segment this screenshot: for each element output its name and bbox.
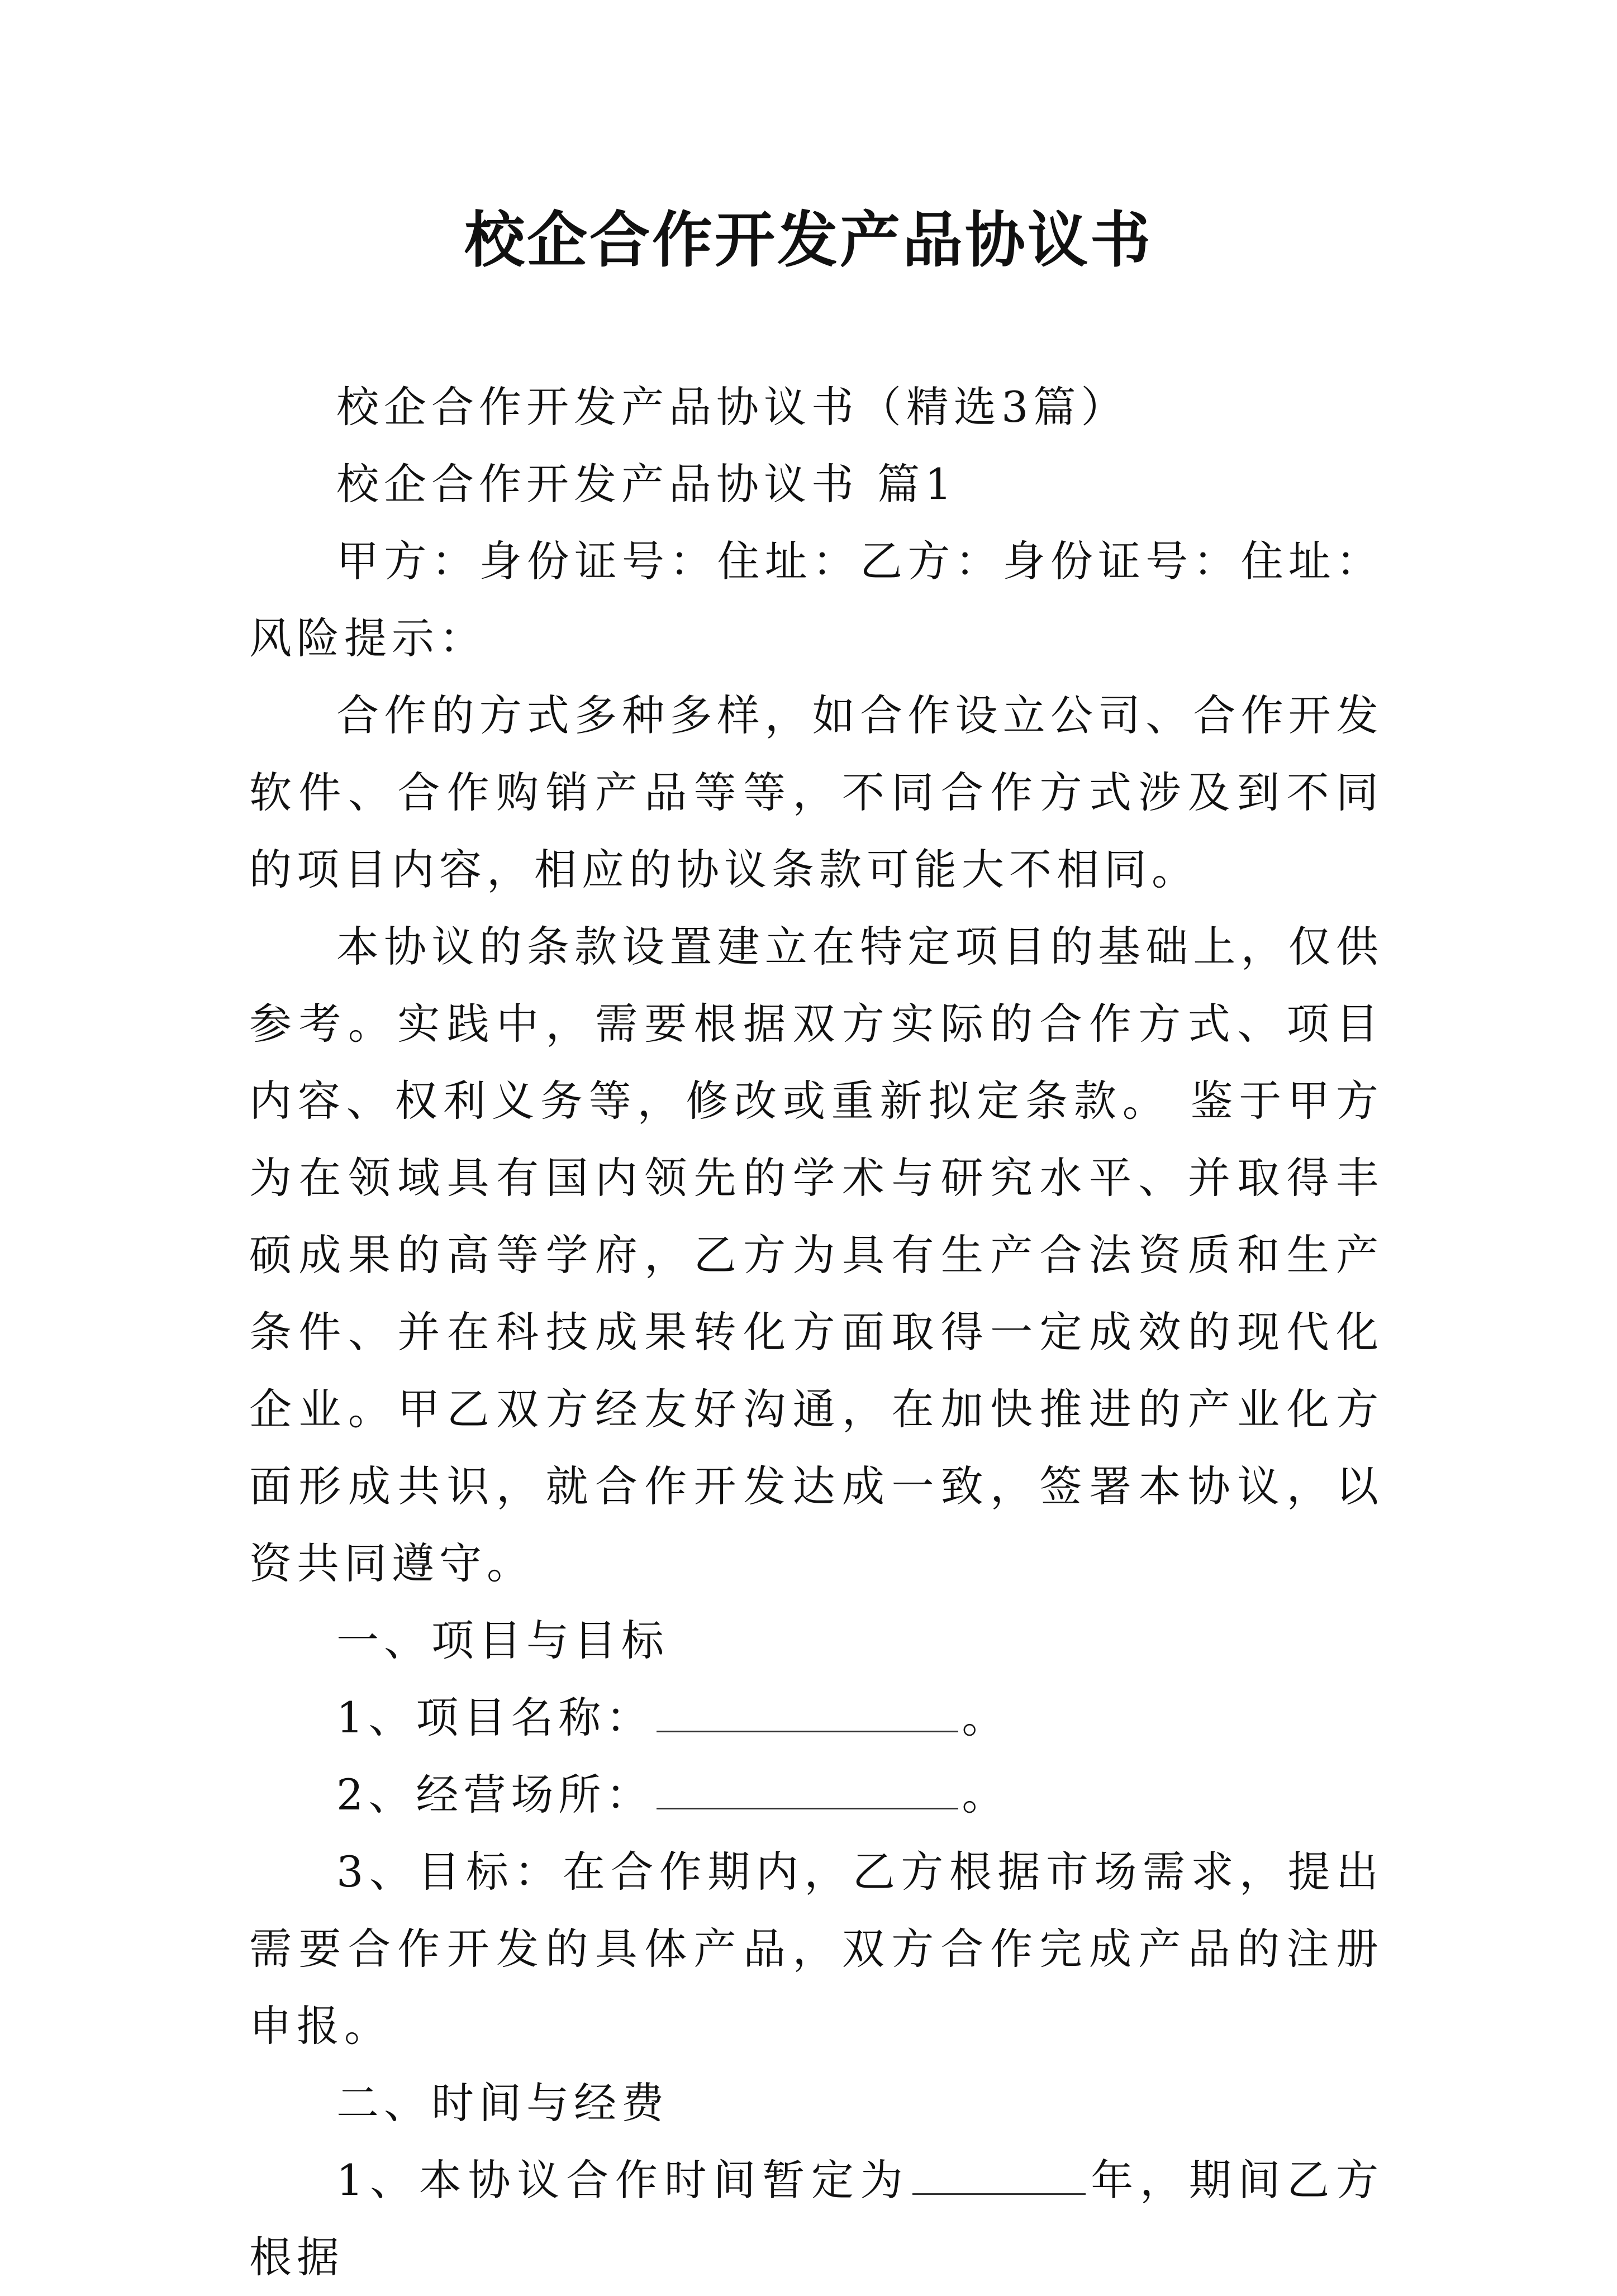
item-business-site-label: 2、经营场所： [336,1770,654,1819]
item-business-site-end: 。 [962,1770,1010,1819]
cooperation-period-blank [912,2145,1086,2195]
item-cooperation-period [249,2142,1383,2296]
item-cooperation-period-end: 年，期间乙方根据 [249,2155,1383,2282]
parties-paragraph: 甲方：身份证号：住址：乙方：身份证号：住址：风险提示： [249,536,1383,663]
item-project-name-end: 。 [962,1693,1010,1742]
subtitle: 校企合作开发产品协议书（精选3篇） [336,382,1129,432]
section-title: 校企合作开发产品协议书 篇1 [336,459,957,509]
document-body [249,369,1383,2296]
item-project-name [249,1679,1383,1756]
document-title: 校企合作开发产品协议书 [464,205,1153,275]
basis-paragraph: 本协议的条款设置建立在特定项目的基础上，仅供参考。实践中，需要根据双方实际的合作方式、项目内容、权利义务等，修改或重新拟定条款。 鉴于甲方为在领域具有国内领先的学术与研究水平、并取得丰硕成果的高等学府，乙方为具有生产合法资质和生产条件、并在科技成果转化方面取得一定成效的现代化企业。甲乙双方经友好沟通，在加快推进的产业化方面形成共识，就合作开发达成一致，签署本协议，以资共同遵守。 [249,922,1383,1588]
project-name-blank [657,1683,958,1732]
item-goal: 3、目标：在合作期内，乙方根据市场需求，提出需要合作开发的具体产品，双方合作完成产品的注册申报。 [249,1847,1383,2051]
item-business-site [249,1756,1383,1833]
business-site-blank [657,1760,958,1809]
risk-paragraph: 合作的方式多种多样，如合作设立公司、合作开发软件、合作购销产品等等，不同合作方式涉及到不同的项目内容，相应的协议条款可能大不相同。 [249,690,1383,894]
item-project-name-label: 1、项目名称： [336,1693,654,1742]
heading-time-funding: 二、时间与经费 [336,2078,669,2128]
item-cooperation-period-start: 1、本协议合作时间暂定为 [336,2155,910,2205]
heading-project-goals: 一、项目与目标 [336,1616,669,1665]
